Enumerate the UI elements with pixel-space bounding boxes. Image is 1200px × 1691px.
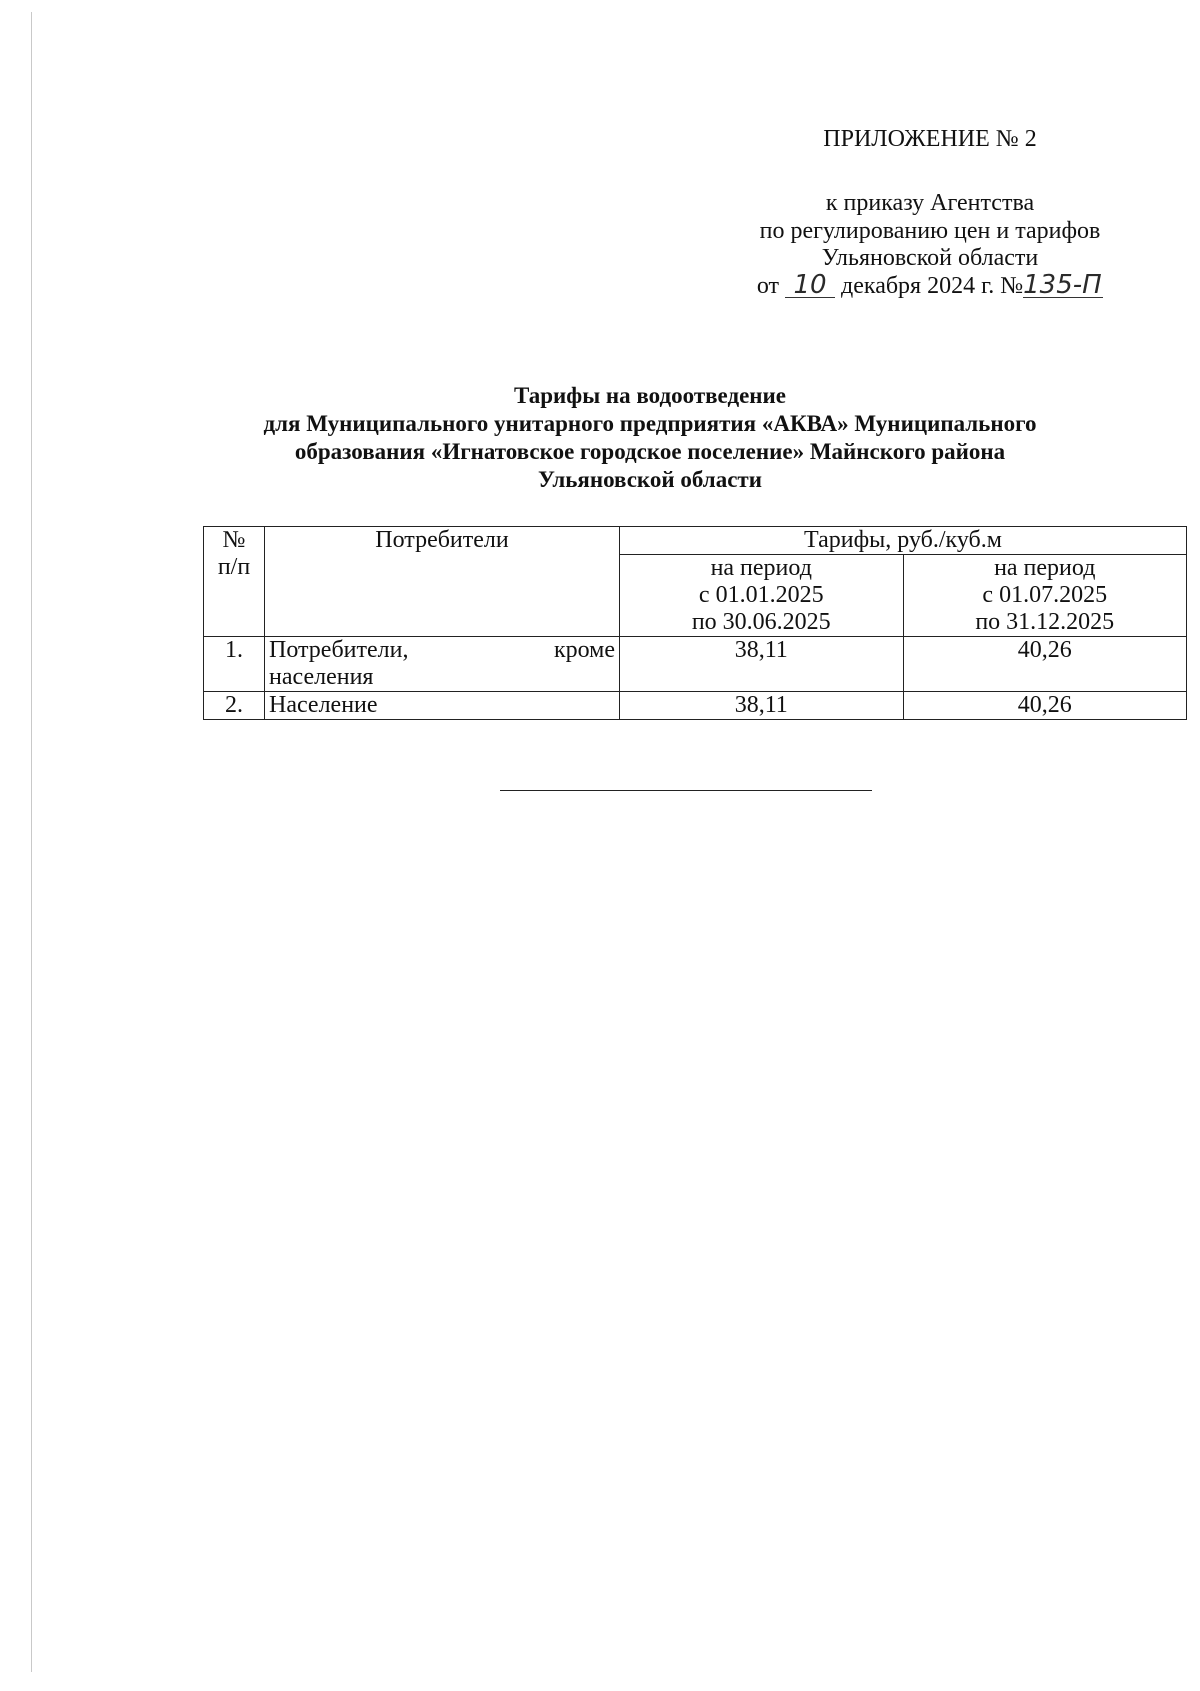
header-period-1: на период с 01.01.2025 по 30.06.2025 bbox=[620, 555, 904, 637]
row-tariff-period-2: 40,26 bbox=[903, 692, 1187, 720]
title-line-3: образования «Игнатовское городское поселение» Майнского района bbox=[294, 439, 1006, 464]
row-consumer: Население bbox=[265, 692, 620, 720]
handwritten-order-number: 135-П bbox=[1023, 269, 1102, 300]
row-tariff-period-1: 38,11 bbox=[620, 637, 904, 692]
table-header-row bbox=[204, 527, 1187, 555]
appendix-title: ПРИЛОЖЕНИЕ № 2 bbox=[823, 126, 1037, 152]
header-row-number: № п/п bbox=[204, 527, 265, 637]
document-title bbox=[150, 382, 1150, 494]
header-period-2: на период с 01.07.2025 по 31.12.2025 bbox=[903, 555, 1187, 637]
appendix-reference bbox=[700, 190, 1160, 300]
appendix-line-3: Ульяновской области bbox=[821, 245, 1039, 271]
appendix-line-2: по регулированию цен и тарифов bbox=[759, 217, 1101, 244]
page-binding-line bbox=[31, 12, 32, 1672]
appendix-line-1: к приказу Агентства bbox=[825, 190, 1035, 216]
handwritten-date-day: 10 bbox=[785, 273, 835, 298]
table-row bbox=[204, 637, 1187, 692]
date-prefix: от bbox=[756, 272, 780, 299]
row-tariff-period-1: 38,11 bbox=[620, 692, 904, 720]
title-line-2: для Муниципального унитарного предприятия «АКВА» Муниципального bbox=[263, 411, 1037, 436]
date-suffix: декабря 2024 г. № bbox=[841, 272, 1024, 299]
tariffs-table bbox=[203, 526, 1187, 720]
row-number: 2. bbox=[204, 692, 265, 720]
appendix-date-line bbox=[700, 269, 1160, 301]
title-line-4: Ульяновской области bbox=[538, 467, 762, 492]
title-line-1: Тарифы на водоотведение bbox=[513, 383, 787, 408]
row-consumer: Потребители, кроме населения bbox=[265, 637, 620, 692]
header-consumers: Потребители bbox=[265, 527, 620, 637]
row-number: 1. bbox=[204, 637, 265, 692]
header-tariffs: Тарифы, руб./куб.м bbox=[620, 527, 1187, 555]
table-row bbox=[204, 692, 1187, 720]
row-tariff-period-2: 40,26 bbox=[903, 637, 1187, 692]
closing-rule bbox=[500, 790, 872, 791]
